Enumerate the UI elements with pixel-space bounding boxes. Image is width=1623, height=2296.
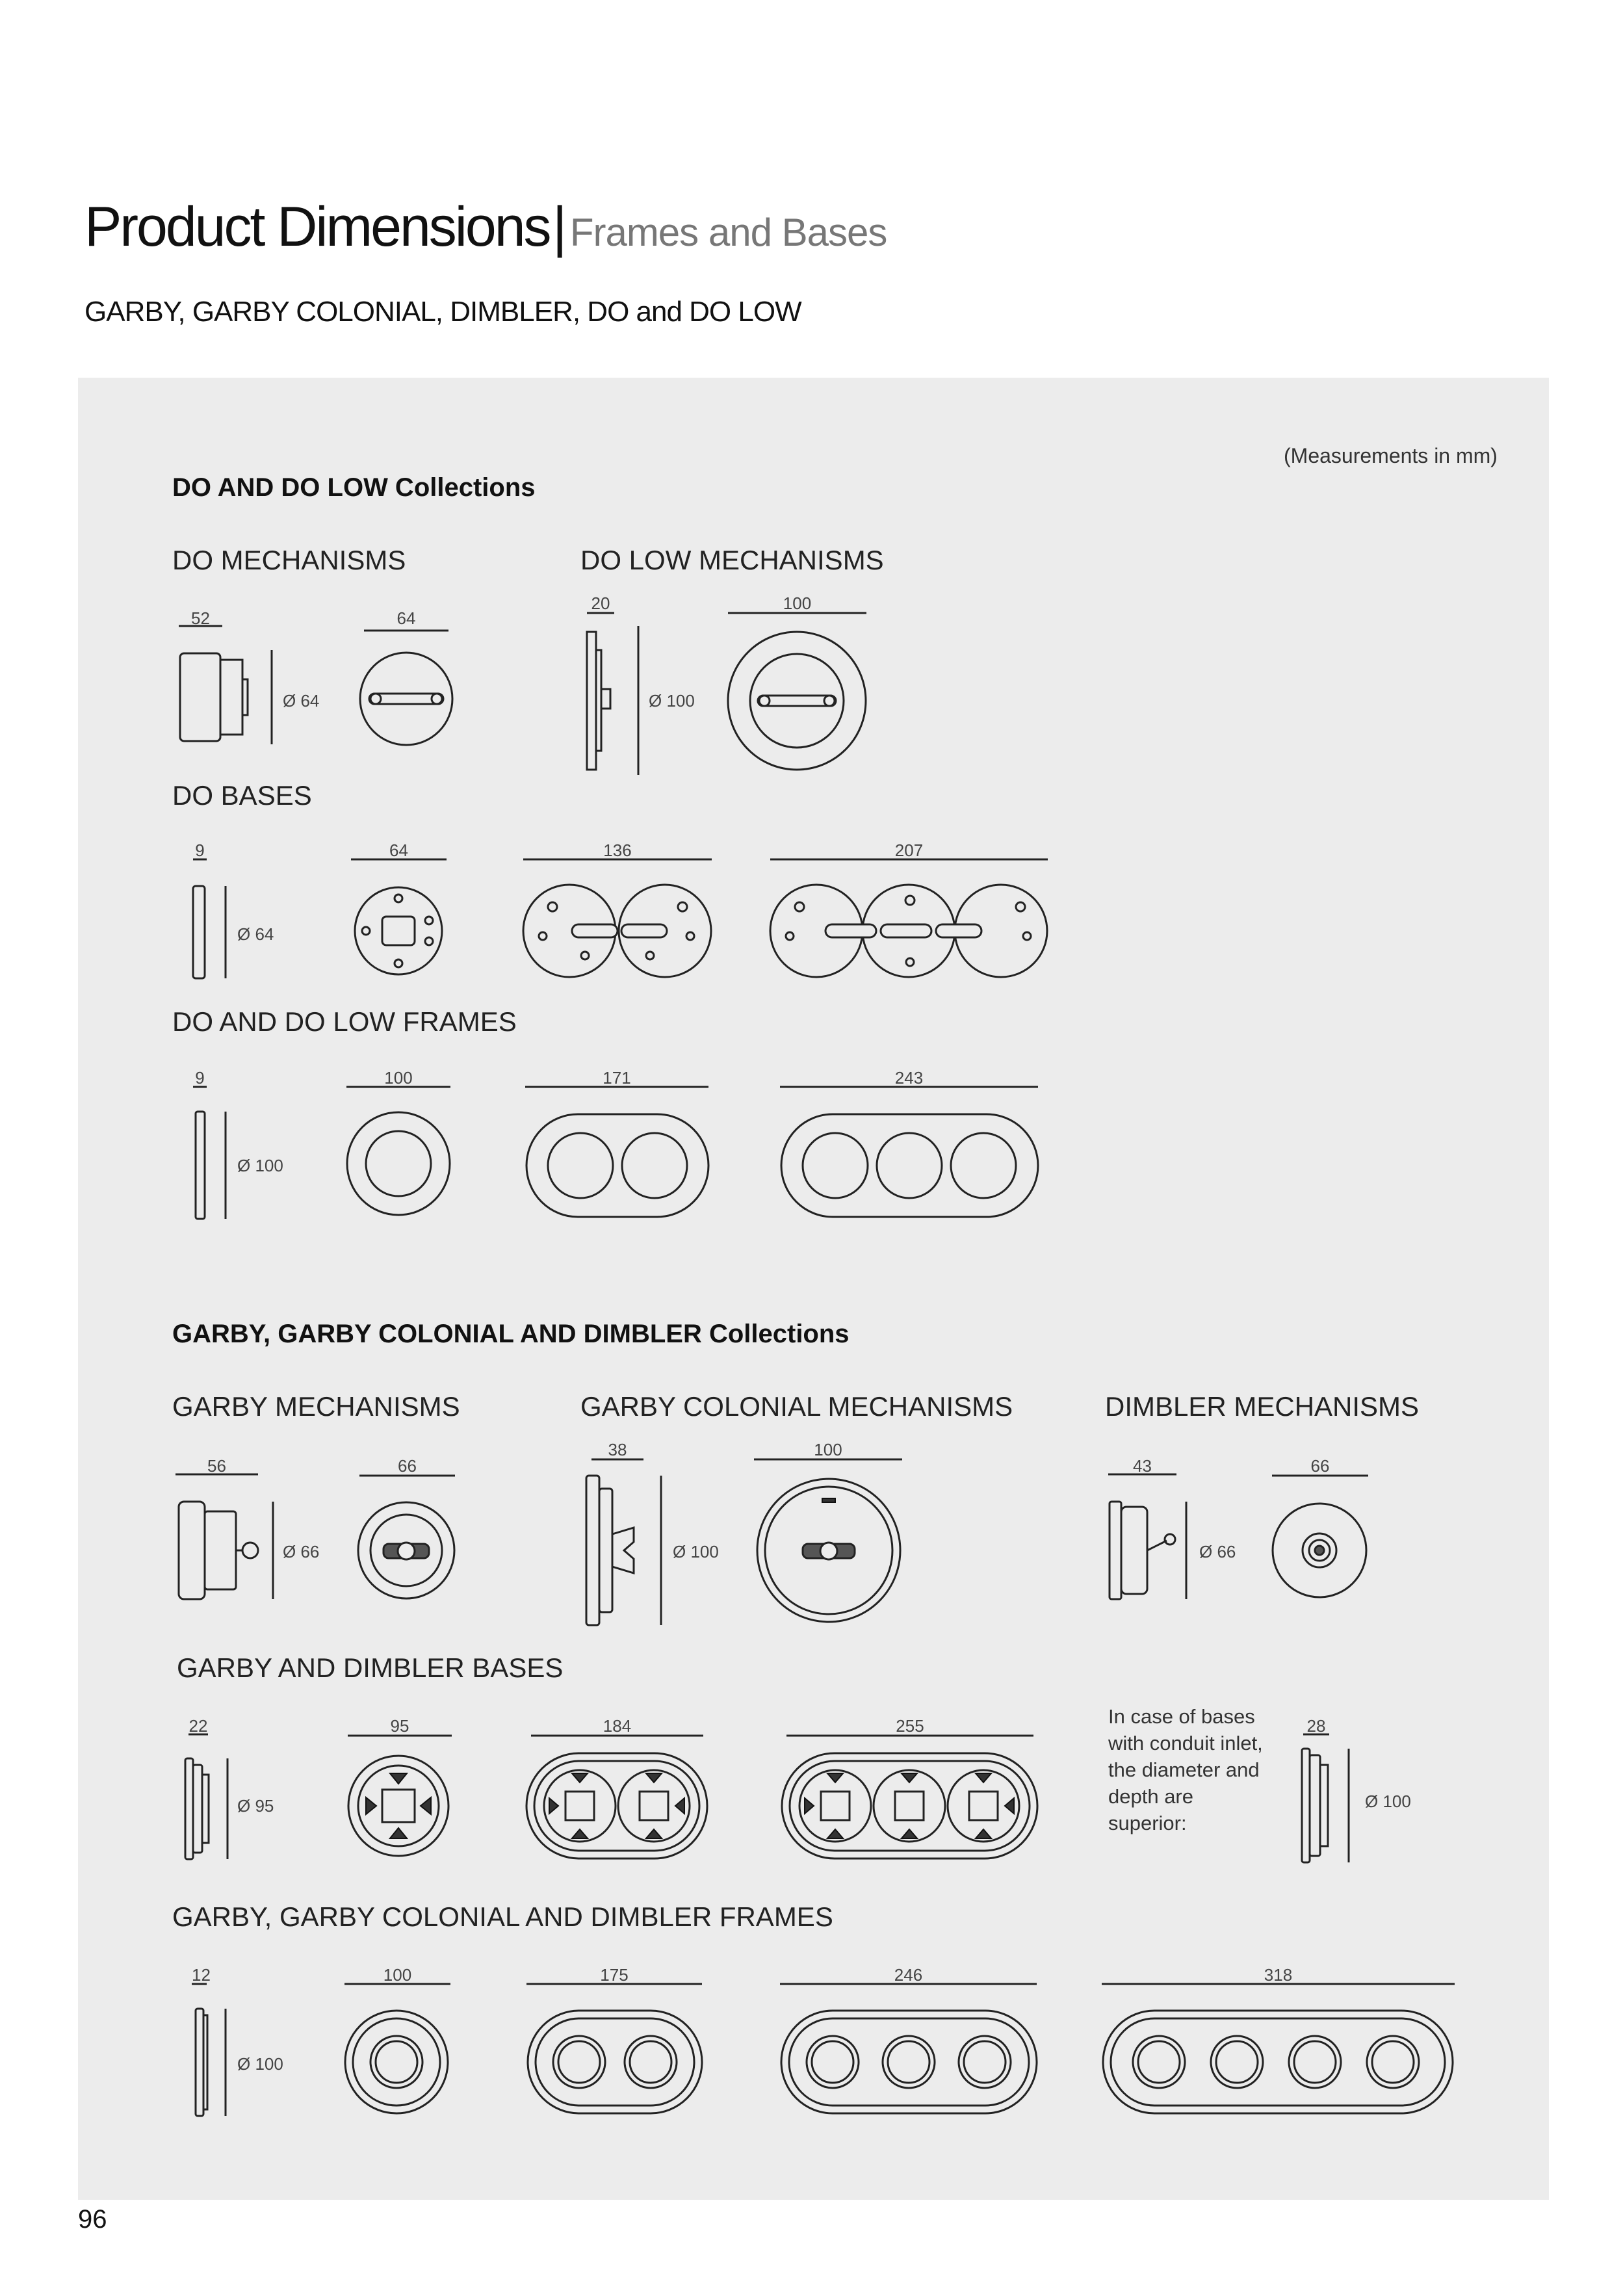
do-base-triple [770,859,1048,977]
do-frame-width-3: 243 [894,1068,924,1088]
garby-frame-triple [780,1984,1037,2113]
garby-frame-quadruple [1102,1984,1455,2113]
colonial-mech-diameter: Ø 100 [673,1542,719,1561]
garby-base-side-view [185,1734,227,1859]
do-frame-double [525,1087,708,1217]
garby-bases-diameter: Ø 95 [237,1796,274,1816]
garby-frames-diameter: Ø 100 [237,2054,283,2074]
dimbler-mech-width: 66 [1310,1456,1330,1476]
garby-mech-depth: 56 [207,1456,226,1476]
do-frame-triple [780,1087,1038,1217]
conduit-base-side-view [1302,1734,1349,1862]
do-mechanism-front-view [360,631,452,745]
garby-frame-width-4: 318 [1264,1965,1293,1985]
colonial-mech-depth: 38 [608,1440,627,1459]
title-separator: | [552,196,567,258]
conduit-base-depth: 28 [1306,1716,1326,1736]
do-mech-width: 64 [396,608,416,628]
do-low-mech-width: 100 [783,594,812,613]
garby-base-width-2: 184 [603,1716,632,1736]
colonial-mechanisms-label: GARBY COLONIAL MECHANISMS [580,1391,1013,1422]
colonial-mechanism-side-view [586,1459,661,1625]
do-base-double [523,859,712,977]
dimbler-mechanisms-label: DIMBLER MECHANISMS [1105,1391,1420,1422]
garby-mechanism-side-view [175,1474,273,1599]
do-low-mech-diameter: Ø 100 [649,691,695,711]
garby-bases-label: GARBY AND DIMBLER BASES [177,1652,564,1683]
colonial-mechanism-front-view [754,1459,902,1622]
do-mech-depth: 52 [191,608,210,628]
do-frames-depth: 9 [195,1068,205,1088]
do-mechanism-side-view [179,626,272,744]
do-bases-label: DO BASES [172,780,312,811]
do-frame-width-2: 171 [603,1068,631,1088]
garby-mechanisms-label: GARBY MECHANISMS [172,1391,460,1422]
conduit-note: In case of bases with conduit inlet, the diameter and depth are superior: [1108,1705,1263,1834]
do-frames-label: DO AND DO LOW FRAMES [172,1006,517,1037]
dimbler-mech-depth: 43 [1133,1456,1152,1476]
page-number: 96 [78,2205,107,2234]
do-mechanisms-label: DO MECHANISMS [172,545,406,575]
do-low-mechanisms-label: DO LOW MECHANISMS [580,545,884,575]
do-bases-diameter: Ø 64 [237,924,274,944]
do-base-width-2: 136 [603,841,632,860]
garby-mechanism-front-view [358,1476,455,1598]
page-subtitle: GARBY, GARBY COLONIAL, DIMBLER, DO and DO LOW [84,296,801,328]
do-low-mech-depth: 20 [591,594,610,613]
dimbler-mech-diameter: Ø 66 [1199,1542,1236,1561]
garby-base-width-3: 255 [896,1716,924,1736]
garby-collection-heading: GARBY, GARBY COLONIAL AND DIMBLER Collections [172,1320,850,1348]
do-frames-diameter: Ø 100 [237,1156,283,1175]
garby-frame-double [526,1984,702,2113]
garby-frame-width-1: 100 [383,1965,412,1985]
garby-mech-width: 66 [398,1456,417,1476]
measurement-note: (Measurements in mm) [1284,444,1498,467]
garby-frame-side-view [192,1984,226,2116]
garby-base-triple [782,1736,1037,1859]
do-frame-side-view [193,1087,226,1219]
do-collection-heading: DO AND DO LOW Collections [172,473,536,502]
title-main: Product Dimensions [84,196,550,258]
do-frame-single [346,1087,450,1215]
dimbler-mechanism-front-view [1272,1476,1368,1597]
garby-frame-width-2: 175 [600,1965,629,1985]
garby-base-single [348,1736,452,1856]
do-frame-width-1: 100 [384,1068,413,1088]
garby-base-width-1: 95 [390,1716,409,1736]
do-base-width-3: 207 [894,841,924,860]
garby-frames-label: GARBY, GARBY COLONIAL AND DIMBLER FRAMES [172,1901,833,1932]
conduit-base-diameter: Ø 100 [1365,1792,1411,1811]
garby-mech-diameter: Ø 66 [283,1542,320,1561]
do-low-mechanism-front-view [728,613,866,770]
garby-frame-width-3: 246 [894,1965,923,1985]
dimbler-mechanism-side-view [1108,1474,1186,1599]
garby-base-double [526,1736,707,1859]
do-base-single [351,859,447,974]
do-low-mechanism-side-view [587,613,638,775]
do-mech-diameter: Ø 64 [283,691,320,711]
garby-frames-depth: 12 [192,1965,211,1985]
title-sub: Frames and Bases [569,211,887,254]
colonial-mech-width: 100 [814,1440,842,1459]
do-base-side-view [193,859,226,978]
do-base-width-1: 64 [389,841,408,860]
garby-bases-depth: 22 [188,1716,208,1736]
do-bases-depth: 9 [195,841,205,860]
garby-frame-single [344,1984,450,2113]
